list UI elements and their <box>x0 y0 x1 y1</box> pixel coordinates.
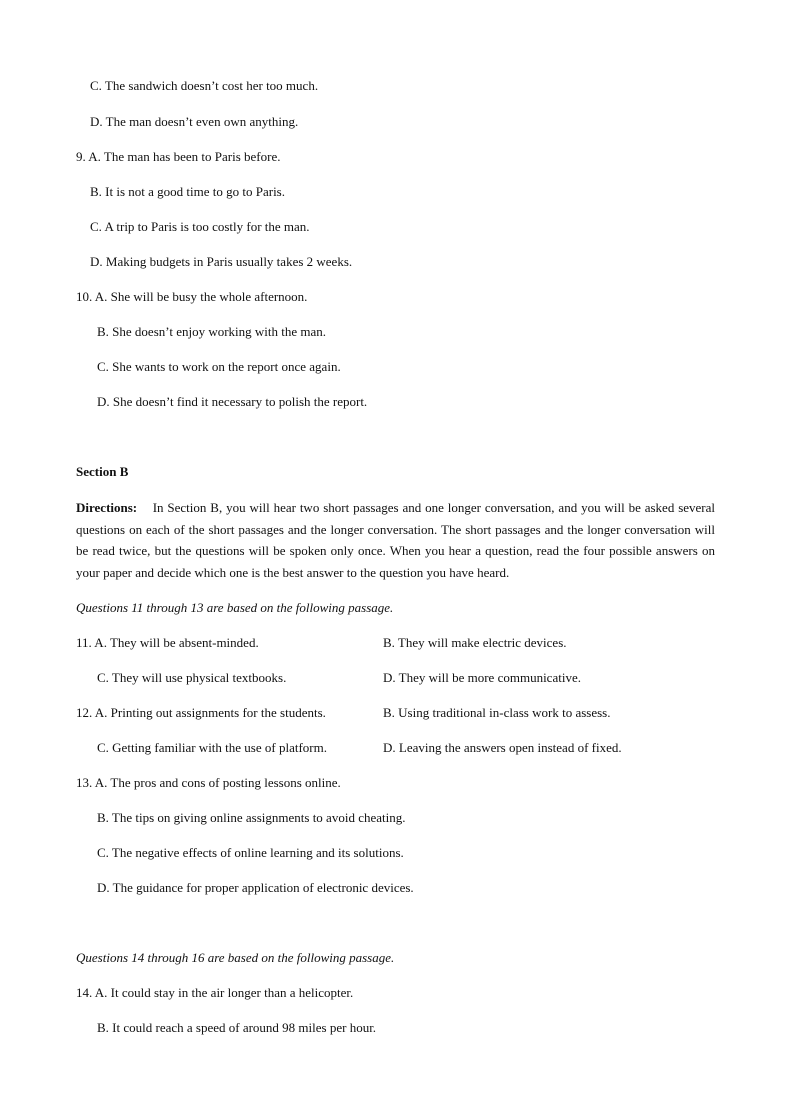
q10-option-d: D. She doesn’t find it necessary to polish the report. <box>97 394 368 409</box>
q12-option-c: C. Getting familiar with the use of platform. <box>97 740 327 755</box>
section-b-title: Section B <box>76 464 129 479</box>
passage1-intro: Questions 11 through 13 are based on the following passage. <box>76 600 394 615</box>
directions-paragraph <box>76 497 715 583</box>
q9-option-a: 9. A. The man has been to Paris before. <box>76 149 281 164</box>
q12-option-d: D. Leaving the answers open instead of fixed. <box>383 740 622 755</box>
directions-label: Directions: <box>76 500 138 515</box>
q12-option-b: B. Using traditional in-class work to assess. <box>383 705 611 720</box>
q9-option-c: C. A trip to Paris is too costly for the man. <box>90 219 310 234</box>
q13-option-b: B. The tips on giving online assignments to avoid cheating. <box>97 810 406 825</box>
q9-option-b: B. It is not a good time to go to Paris. <box>90 184 285 199</box>
q11-option-c: C. They will use physical textbooks. <box>97 670 287 685</box>
q8-option-d: D. The man doesn’t even own anything. <box>90 114 299 129</box>
q13-option-a: 13. A. The pros and cons of posting lessons online. <box>76 775 341 790</box>
q13-option-c: C. The negative effects of online learning and its solutions. <box>97 845 404 860</box>
q10-option-c: C. She wants to work on the report once again. <box>97 359 341 374</box>
q10-option-b: B. She doesn’t enjoy working with the man. <box>97 324 327 339</box>
q11-option-b: B. They will make electric devices. <box>383 635 567 650</box>
q8-option-c: C. The sandwich doesn’t cost her too much. <box>90 78 319 93</box>
q11-option-d: D. They will be more communicative. <box>383 670 581 685</box>
passage2-intro: Questions 14 through 16 are based on the following passage. <box>76 950 395 965</box>
q14-option-b: B. It could reach a speed of around 98 miles per hour. <box>97 1020 377 1035</box>
q11-option-a: 11. A. They will be absent-minded. <box>76 635 259 650</box>
q14-option-a: 14. A. It could stay in the air longer than a helicopter. <box>76 985 354 1000</box>
q12-option-a: 12. A. Printing out assignments for the students. <box>76 705 326 720</box>
q9-option-d: D. Making budgets in Paris usually takes 2 weeks. <box>90 254 353 269</box>
q13-option-d: D. The guidance for proper application of electronic devices. <box>97 880 414 895</box>
q10-option-a: 10. A. She will be busy the whole afternoon. <box>76 289 308 304</box>
directions-text: In Section B, you will hear two short passages and one longer conversation, and you will be asked several questions on each of the short passages and the longer conversation. The short passages and the longer conversation will be read twice, but the questions will be spoken only once. When you hear a question, read the four possible answers on your paper and decide which one is the best answer to the question you have heard. <box>76 500 716 580</box>
